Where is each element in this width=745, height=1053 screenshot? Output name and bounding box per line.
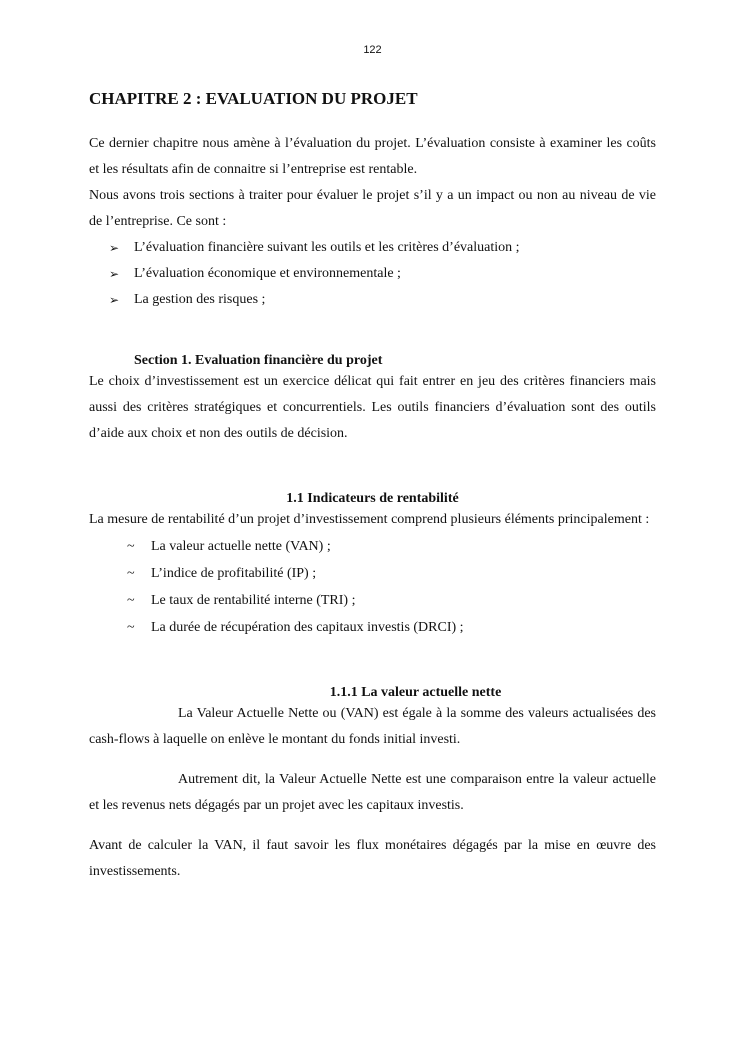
list-item-text: L’évaluation financière suivant les outils et les critères d’évaluation ; <box>134 240 520 255</box>
tilde-bullet-icon: ~ <box>127 620 135 635</box>
van-paragraph-1: La Valeur Actuelle Nette ou (VAN) est égale à la somme des valeurs actualisées des cash-flows à laquelle on enlève le montant du fonds initial investi. <box>89 706 656 747</box>
chapter-title: CHAPITRE 2 : EVALUATION DU PROJET <box>89 89 418 108</box>
list-item <box>127 560 656 587</box>
van-paragraph-2: Autrement dit, la Valeur Actuelle Nette est une comparaison entre la valeur actuelle et les revenus nets dégagés par un projet avec les capitaux investis. <box>89 772 656 813</box>
arrow-bullet-icon: ➢ <box>109 267 120 281</box>
intro-bullet-list <box>89 235 656 313</box>
subsection-1-1-1-title: 1.1.1 La valeur actuelle nette <box>329 685 502 700</box>
list-item-text: L’évaluation économique et environnementale ; <box>134 266 401 281</box>
section-1-paragraph: Le choix d’investissement est un exercice délicat qui fait entrer en jeu des critères financiers mais aussi des critères stratégiques et concurrentiels. Les outils financiers d’évaluation sont des outils d’aide aux choix et non des outils de décision. <box>89 374 656 441</box>
page-number: 122 <box>363 44 382 56</box>
indicators-list <box>89 533 656 641</box>
list-item-text: Le taux de rentabilité interne (TRI) ; <box>151 593 356 608</box>
list-item-text: La durée de récupération des capitaux investis (DRCI) ; <box>151 620 464 635</box>
list-item <box>127 533 656 560</box>
document-body <box>89 86 656 885</box>
list-item <box>127 587 656 614</box>
arrow-bullet-icon: ➢ <box>109 241 120 255</box>
arrow-bullet-icon: ➢ <box>109 293 120 307</box>
subsection-1-1-paragraph: La mesure de rentabilité d’un projet d’investissement comprend plusieurs éléments principalement : <box>89 512 650 527</box>
intro-paragraph-2: Nous avons trois sections à traiter pour évaluer le projet s’il y a un impact ou non au niveau de vie de l’entreprise. Ce sont : <box>89 188 656 229</box>
van-paragraph-3: Avant de calculer la VAN, il faut savoir les flux monétaires dégagés par la mise en œuvre des investissements. <box>89 838 656 879</box>
list-item-text: La valeur actuelle nette (VAN) ; <box>151 539 331 554</box>
list-item <box>109 261 656 287</box>
intro-paragraph-1: Ce dernier chapitre nous amène à l’évaluation du projet. L’évaluation consiste à examiner les coûts et les résultats afin de connaitre si l’entreprise est rentable. <box>89 136 656 177</box>
tilde-bullet-icon: ~ <box>127 593 135 608</box>
list-item <box>109 235 656 261</box>
subsection-1-1-title: 1.1 Indicateurs de rentabilité <box>286 491 459 506</box>
tilde-bullet-icon: ~ <box>127 566 135 581</box>
tilde-bullet-icon: ~ <box>127 539 135 554</box>
list-item-text: La gestion des risques ; <box>134 292 266 307</box>
list-item <box>109 287 656 313</box>
section-1-title: Section 1. Evaluation financière du projet <box>134 353 383 368</box>
list-item-text: L’indice de profitabilité (IP) ; <box>151 566 317 581</box>
list-item <box>127 614 656 641</box>
